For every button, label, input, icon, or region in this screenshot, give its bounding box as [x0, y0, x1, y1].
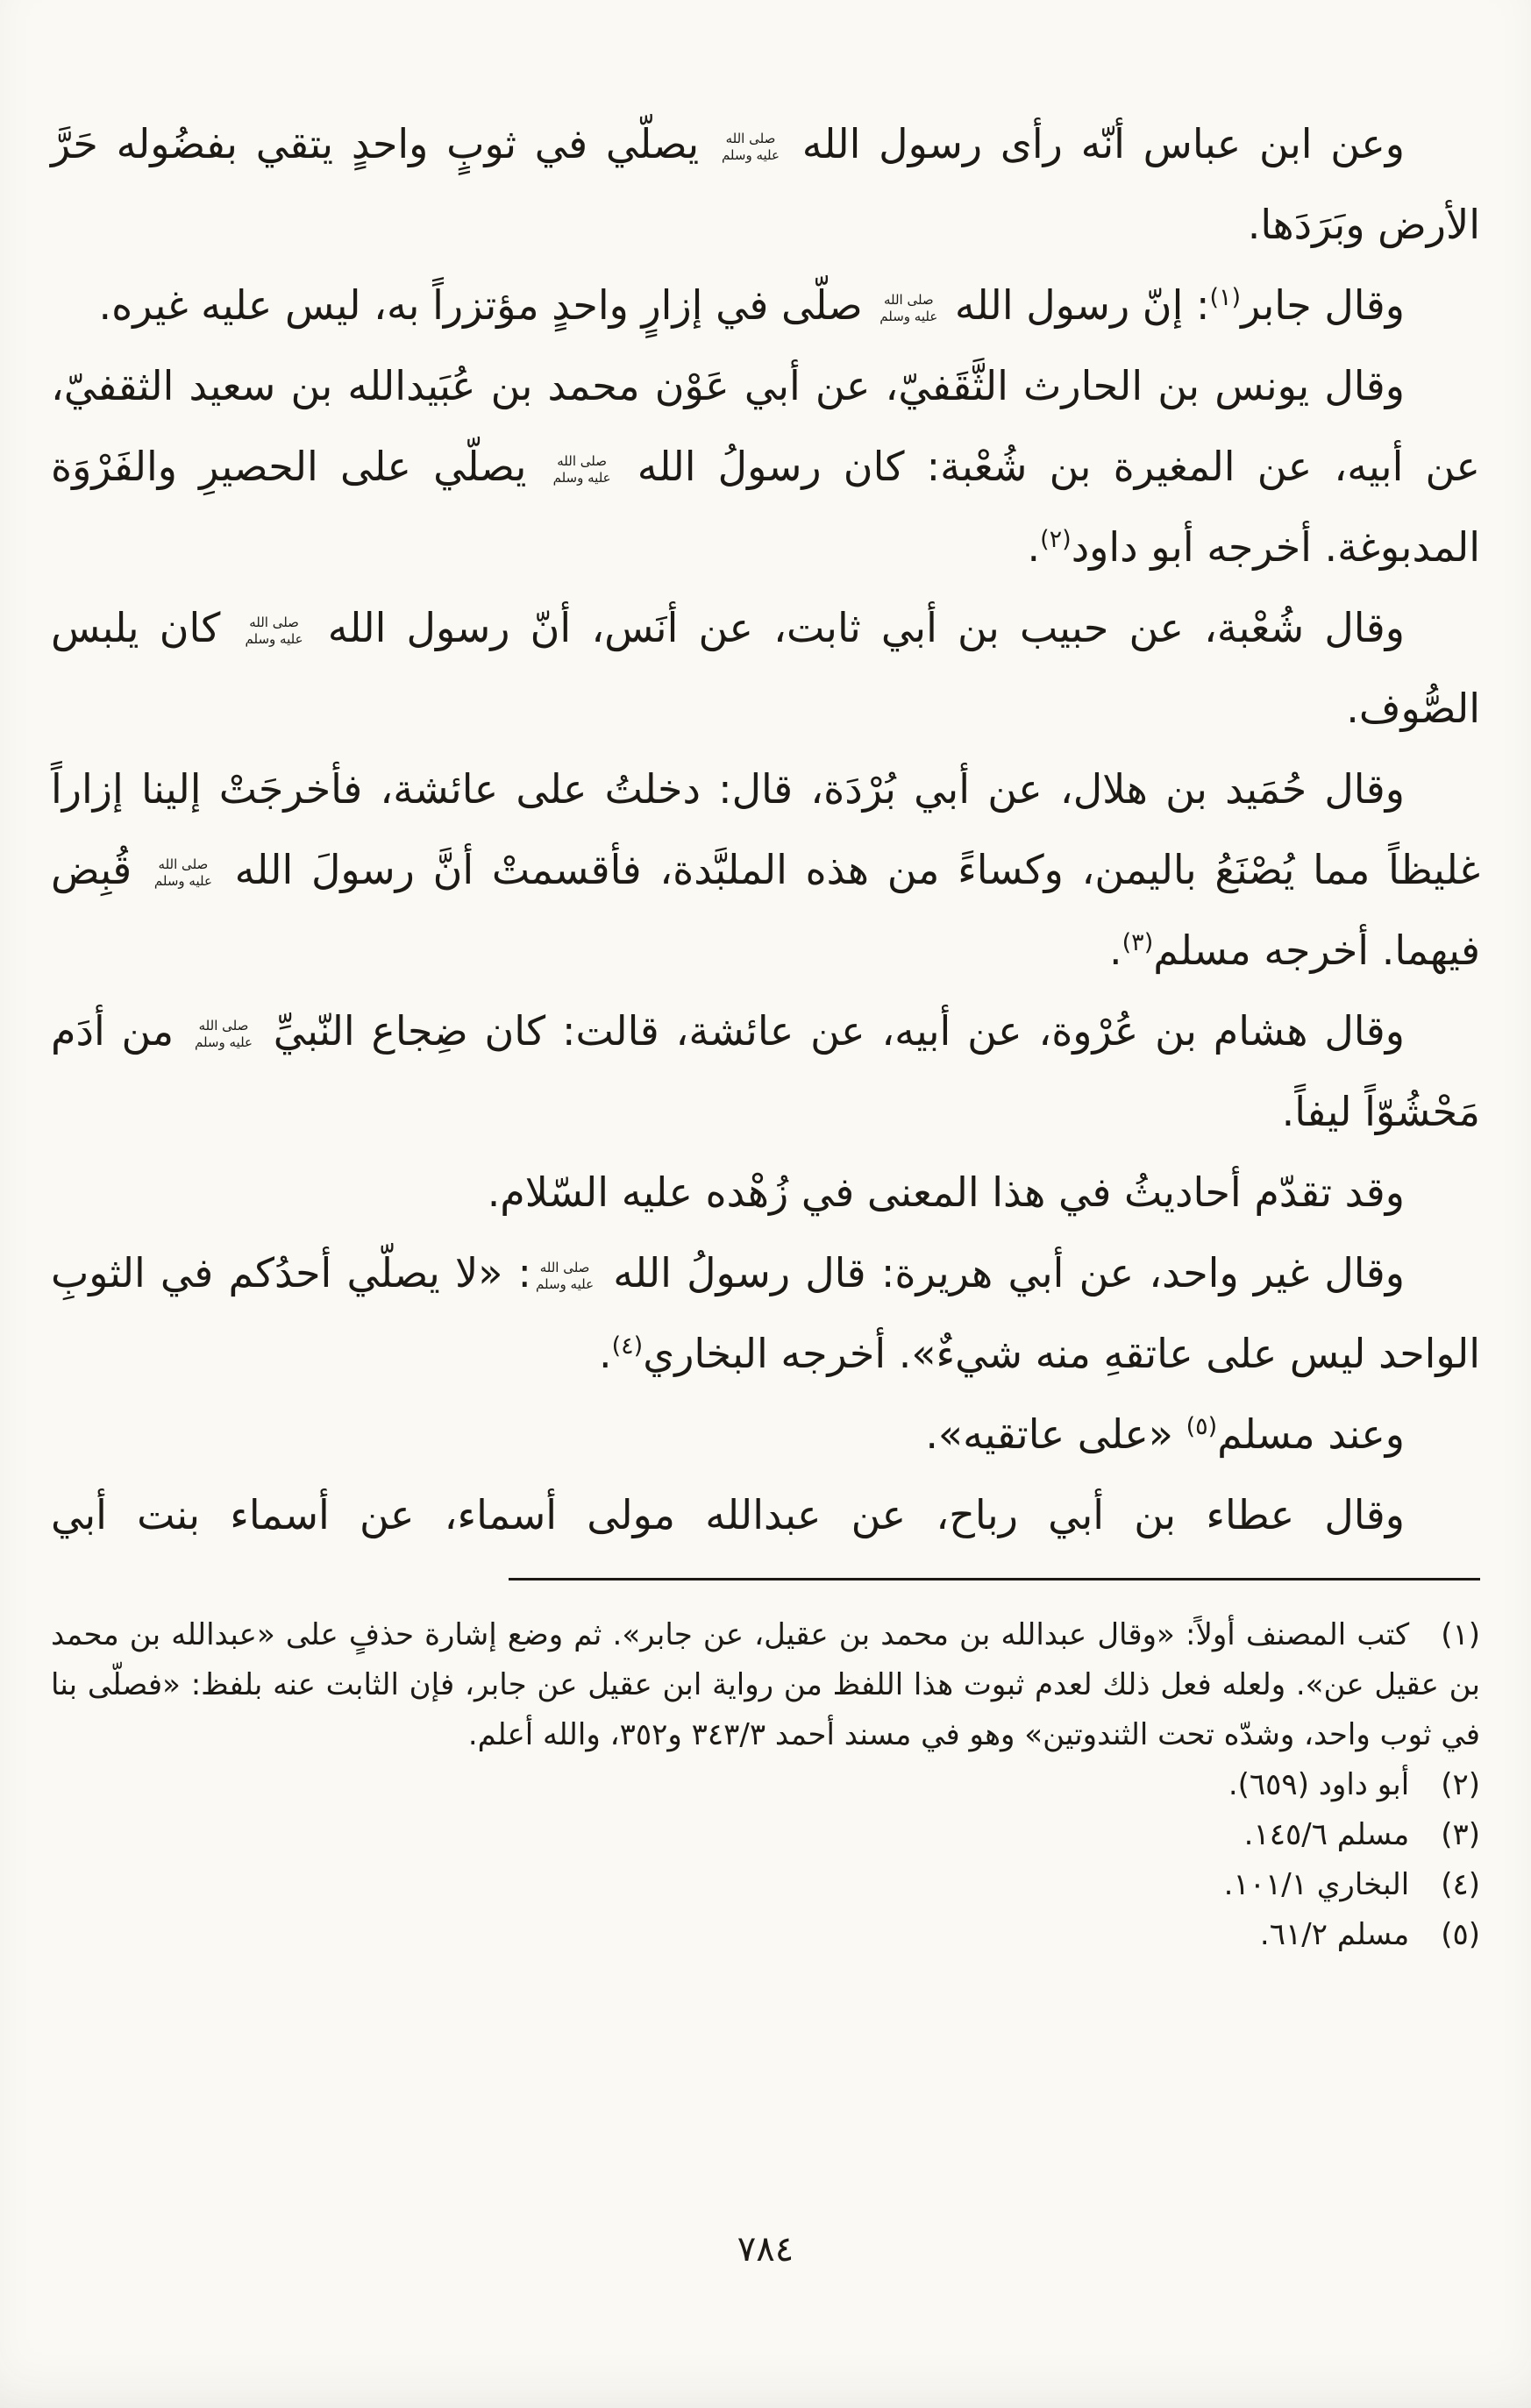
footnote-ref: (٥): [1186, 1413, 1218, 1440]
salawat-symbol: صلى الله عليه وسلم: [879, 291, 938, 324]
footnote-number: (٢): [1441, 1767, 1480, 1802]
salawat-symbol: صلى الله عليه وسلم: [153, 856, 212, 889]
footnote-number: (٣): [1441, 1817, 1480, 1852]
footnote-text: أبو داود (٦٥٩).: [1228, 1767, 1410, 1802]
salawat-symbol: صلى الله عليه وسلم: [536, 1259, 595, 1292]
footnote: [51, 1860, 1480, 1910]
paragraph: وقال هشام بن عُرْوة، عن أبيه، عن عائشة، قالت: كان ضِجاع النّبيِّ صلى الله عليه وسلم من أدَم مَحْشُوّاً ليفاً.: [51, 1007, 1480, 1135]
paragraph: وعن ابن عباس أنّه رأى رسول الله صلى الله عليه وسلم يصلّي في ثوبٍ واحدٍ يتقي بفضُوله حَرَّ الأرض وبَرَدَها.: [51, 120, 1480, 248]
paragraph: وقال حُمَيد بن هلال، عن أبي بُرْدَة، قال: دخلتُ على عائشة، فأخرجَتْ إلينا إزاراً غليظاً مما يُصْنَعُ باليمن، وكساءً من هذه الملبَّدة، فأقسمتْ أنَّ رسولَ الله صلى الله عليه وسلم قُبِض فيهما. أخرجه مسلم$^{(٣)}$.: [51, 765, 1480, 974]
footnote-ref: (١): [1209, 284, 1242, 311]
footnote-separator: [509, 1578, 1480, 1580]
footnote-text: كتب المصنف أولاً: «وقال عبدالله بن محمد بن عقيل، عن جابر». ثم وضع إشارة حذفٍ على «عبدالله بن محمد بن عقيل عن». ولعله فعل ذلك لعدم ثبوت هذا اللفظ من رواية ابن عقيل عن جابر، فإن الثابت عنه بلفظ: «فصلّى بنا في ثوب واحد، وشدّه تحت الثندوتين» وهو في مسند أحمد ٣٤٣/٣ و٣٥٢، والله أعلم.: [51, 1617, 1480, 1752]
paragraph: وقال جابر$^{(١)}$: إنّ رسول الله صلى الله عليه وسلم صلّى في إزارٍ واحدٍ مؤتزراً به، ليس عليه غيره.: [98, 281, 1405, 329]
footnote: [51, 1610, 1480, 1760]
paragraph: وعند مسلم$^{(٥)}$ «على عاتقيه».: [925, 1410, 1405, 1458]
page-number: ٧٨٤: [737, 2229, 794, 2269]
salawat-symbol: صلى الله عليه وسلم: [245, 614, 303, 647]
footnote-number: (١): [1441, 1617, 1480, 1652]
salawat-symbol: صلى الله عليه وسلم: [552, 452, 611, 486]
footnote-number: (٤): [1441, 1867, 1480, 1902]
footnote-number: (٥): [1441, 1917, 1480, 1952]
footnote: [51, 1910, 1480, 1960]
footnote-text: مسلم ١٤٥/٦.: [1243, 1817, 1410, 1852]
main-text: [51, 103, 1480, 1555]
footnote-text: البخاري ١٠١/١.: [1223, 1867, 1410, 1902]
paragraph: وقال شُعْبة، عن حبيب بن أبي ثابت، عن أنَس، أنّ رسول الله صلى الله عليه وسلم كان يلبس الصُّوف.: [51, 604, 1480, 732]
footnote-text: مسلم ٦١/٢.: [1259, 1917, 1410, 1952]
footnote: [51, 1760, 1480, 1810]
paragraph: وقال غير واحد، عن أبي هريرة: قال رسولُ الله صلى الله عليه وسلم: «لا يصلّي أحدُكم في الثوبِ الواحد ليس على عاتقهِ منه شيءٌ». أخرجه البخاري$^{(٤)}$.: [51, 1249, 1480, 1377]
paragraph: وقد تقدّم أحاديثُ في هذا المعنى في زُهْده عليه السّلام.: [487, 1168, 1405, 1216]
paragraph: وقال عطاء بن أبي رباح، عن عبدالله مولى أسماء، عن أسماء بنت أبي: [51, 1491, 1405, 1538]
salawat-symbol: صلى الله عليه وسلم: [194, 1017, 253, 1050]
footnote-ref: (٣): [1122, 929, 1154, 956]
footnote: [51, 1810, 1480, 1860]
footnote-ref: (٢): [1040, 526, 1072, 553]
paragraph: وقال يونس بن الحارث الثَّقَفيّ، عن أبي عَوْن محمد بن عُبَيدالله بن سعيد الثقفيّ، عن أبيه، عن المغيرة بن شُعْبة: كان رسولُ الله صلى الله عليه وسلم يصلّي على الحصيرِ والفَرْوَة المدبوغة. أخرجه أبو داود$^{(٢)}$.: [51, 362, 1480, 571]
salawat-symbol: صلى الله عليه وسلم: [721, 130, 780, 163]
footnote-ref: (٤): [611, 1332, 644, 1360]
footnotes: [51, 1610, 1480, 1960]
